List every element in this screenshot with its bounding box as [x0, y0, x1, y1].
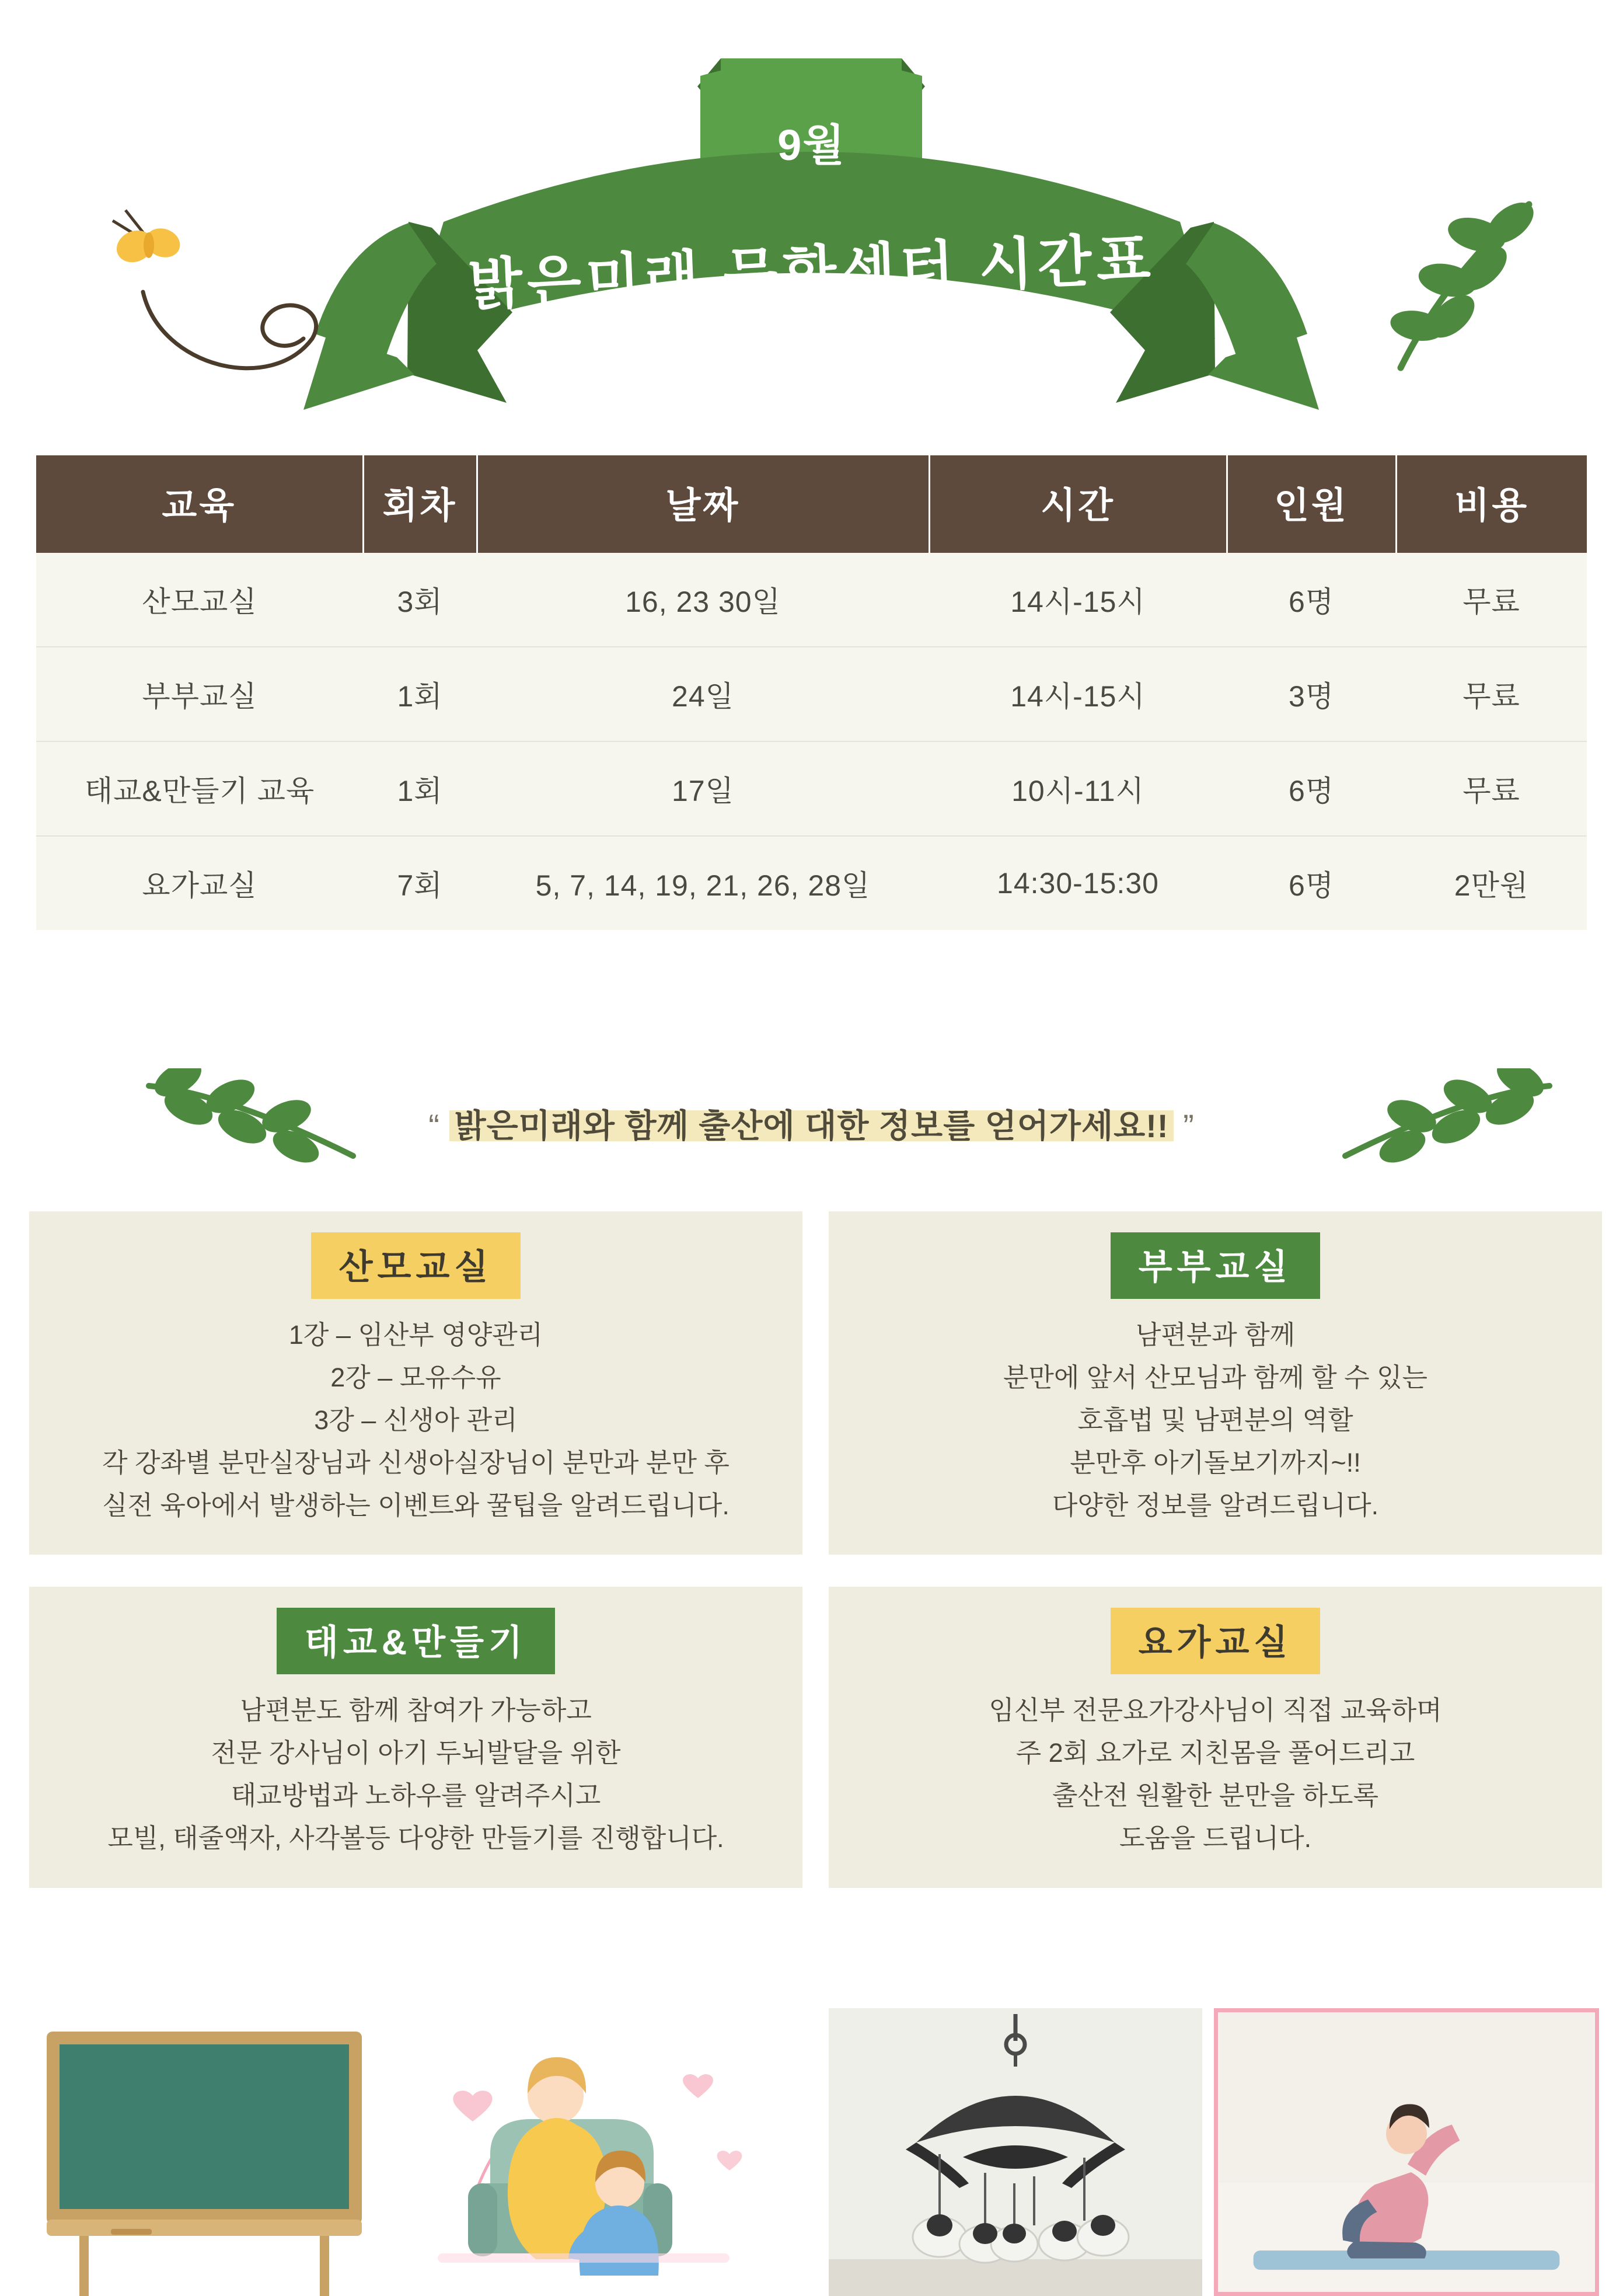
leaf-branch-icon — [1354, 193, 1547, 385]
column-header-sessions: 회차 — [363, 455, 477, 553]
mother-child-illustration — [403, 2008, 765, 2296]
card-title: 부부교실 — [1111, 1232, 1321, 1299]
table-header-row — [36, 455, 1587, 553]
cell-time: 14시-15시 — [929, 647, 1227, 741]
cell-time: 10시-11시 — [929, 741, 1227, 836]
card-line: 도움을 드립니다. — [1119, 1823, 1312, 1853]
schedule-table-area — [36, 455, 1587, 930]
swirl-icon — [137, 269, 330, 397]
card-title: 산모교실 — [311, 1232, 521, 1299]
cell-education: 부부교실 — [36, 647, 363, 741]
card-line: 남편분과 함께 — [1135, 1320, 1296, 1350]
card-yoga-classroom — [829, 1587, 1602, 1888]
cell-cost: 2만원 — [1396, 836, 1587, 930]
cell-education: 태교&만들기 교육 — [36, 741, 363, 836]
card-body — [29, 1689, 802, 1860]
banner-month: 9월 — [777, 121, 846, 169]
quote-banner — [0, 1100, 1623, 1147]
quote-close-mark: ” — [1183, 1107, 1195, 1144]
card-taegyo-making — [29, 1587, 802, 1888]
quote-open-mark: “ — [428, 1107, 440, 1144]
cell-date: 24일 — [477, 647, 929, 741]
schedule-table — [36, 455, 1587, 930]
column-header-capacity: 인원 — [1227, 455, 1396, 553]
cell-cost: 무료 — [1396, 647, 1587, 741]
quote-text: 밝은미래와 함께 출산에 대한 정보를 얻어가세요!! — [449, 1107, 1173, 1144]
card-line: 2강 – 모유수유 — [330, 1362, 501, 1392]
card-line: 3강 – 신생아 관리 — [314, 1405, 518, 1435]
card-line: 1강 – 임산부 영양관리 — [288, 1320, 543, 1350]
cell-sessions: 7회 — [363, 836, 477, 930]
column-header-time: 시간 — [929, 455, 1227, 553]
cell-education: 산모교실 — [36, 553, 363, 647]
cell-capacity: 6명 — [1227, 741, 1396, 836]
cell-capacity: 3명 — [1227, 647, 1396, 741]
card-line: 분만후 아기돌보기까지~!! — [1070, 1447, 1361, 1478]
baby-mobile-photo — [829, 2008, 1202, 2296]
cell-date: 5, 7, 14, 19, 21, 26, 28일 — [477, 836, 929, 930]
info-card-grid — [29, 1211, 1593, 1888]
table-row — [36, 647, 1587, 741]
card-body — [829, 1314, 1602, 1527]
cell-sessions: 1회 — [363, 647, 477, 741]
header-banner — [0, 35, 1623, 420]
cell-time: 14시-15시 — [929, 553, 1227, 647]
card-title: 요가교실 — [1111, 1608, 1321, 1674]
card-line: 각 강좌별 분만실장님과 신생아실장님이 분만과 분만 후 — [102, 1447, 730, 1478]
card-line: 전문 강사님이 아기 두뇌발달을 위한 — [211, 1738, 621, 1768]
photo-strip — [0, 2008, 1623, 2296]
cell-capacity: 6명 — [1227, 553, 1396, 647]
card-line: 주 2회 요가로 지친몸을 풀어드리고 — [1015, 1738, 1415, 1768]
card-body — [829, 1689, 1602, 1860]
banner-title: 밝은미래 문화센터 시간표 — [467, 228, 1157, 317]
cell-cost: 무료 — [1396, 741, 1587, 836]
cell-time: 14:30-15:30 — [929, 836, 1227, 930]
column-header-cost: 비용 — [1396, 455, 1587, 553]
chalkboard-photo — [23, 2008, 385, 2296]
cell-sessions: 1회 — [363, 741, 477, 836]
card-line: 모빌, 태줄액자, 사각볼등 다양한 만들기를 진행합니다. — [107, 1823, 724, 1853]
prenatal-yoga-photo — [1214, 2008, 1599, 2296]
card-line: 남편분도 함께 참여가 가능하고 — [240, 1695, 592, 1726]
card-line: 분만에 앞서 산모님과 함께 할 수 있는 — [1003, 1362, 1428, 1392]
cell-cost: 무료 — [1396, 553, 1587, 647]
card-line: 태교방법과 노하우를 알려주시고 — [231, 1781, 601, 1811]
table-row — [36, 741, 1587, 836]
cell-date: 16, 23 30일 — [477, 553, 929, 647]
card-line: 호흡법 및 남편분의 역할 — [1077, 1405, 1353, 1435]
card-sanmo-classroom — [29, 1211, 802, 1555]
card-line: 출산전 원활한 분만을 하도록 — [1052, 1781, 1379, 1811]
card-body — [29, 1314, 802, 1527]
cell-date: 17일 — [477, 741, 929, 836]
column-header-education: 교육 — [36, 455, 363, 553]
table-row — [36, 836, 1587, 930]
cell-sessions: 3회 — [363, 553, 477, 647]
cell-education: 요가교실 — [36, 836, 363, 930]
card-title: 태교&만들기 — [277, 1608, 555, 1674]
card-line: 실전 육아에서 발생하는 이벤트와 꿀팁을 알려드립니다. — [102, 1490, 730, 1520]
card-line: 다양한 정보를 알려드립니다. — [1052, 1490, 1379, 1520]
column-header-date: 날짜 — [477, 455, 929, 553]
table-row — [36, 553, 1587, 647]
cell-capacity: 6명 — [1227, 836, 1396, 930]
card-line: 임신부 전문요가강사님이 직접 교육하며 — [989, 1695, 1442, 1726]
card-couple-classroom — [829, 1211, 1602, 1555]
